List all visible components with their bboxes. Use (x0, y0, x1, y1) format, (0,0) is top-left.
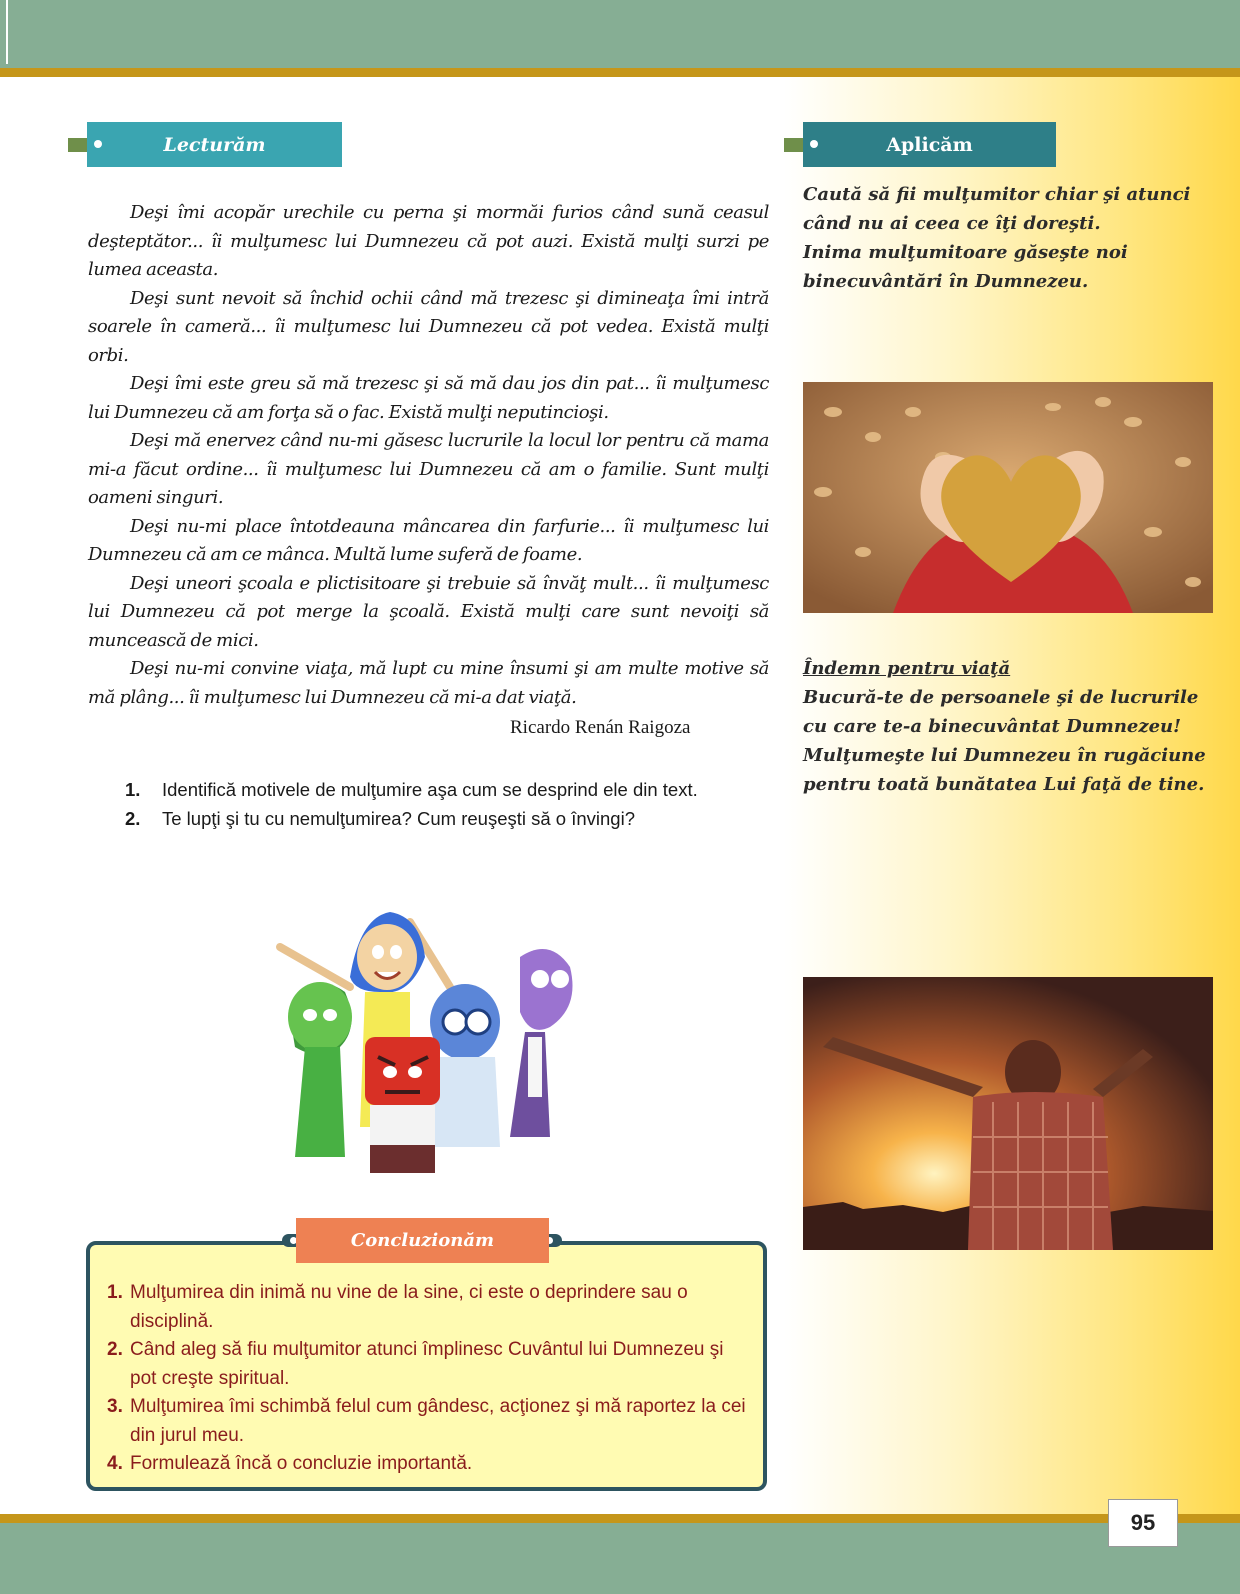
bottom-banner (0, 1523, 1240, 1594)
lectura-title-text: Lecturăm (163, 133, 266, 156)
question-number: 2. (125, 807, 141, 829)
question-text: Te lupţi şi tu cu nemulţumirea? Cum reuşeşti să o învingi? (162, 807, 635, 829)
conclusion-number: 4. (107, 1453, 123, 1474)
indemn-section (803, 654, 1223, 799)
indemn-text: Bucură-te de persoanele şi de lucrurile cu care te-a binecuvântat Dumnezeu! Mulţumeşte lui Dumnezeu în rugăciune pentru toată bunătatea Lui faţă de tine. (803, 687, 1206, 795)
conclusion-text: Când aleg să fiu mulţumitor atunci împlinesc Cuvântul lui Dumnezeu şi pot creşte spiritual. (130, 1339, 724, 1389)
lectura-tab-dot (94, 140, 102, 148)
conclusion-text: Formulează încă o concluzie importantă. (130, 1453, 473, 1474)
bottom-gold-stripe (0, 1514, 1240, 1523)
page-number: 95 (1108, 1499, 1178, 1547)
top-banner-accent-line (6, 0, 8, 64)
aplicam-section-title (803, 122, 1056, 167)
reading-author: Ricardo Renán Raigoza (510, 717, 691, 738)
question-text: Identifică motivele de mulţumire aşa cum se desprind ele din text. (162, 779, 698, 800)
lectura-section-title (87, 122, 342, 167)
conclusion-item (107, 1279, 747, 1336)
aplicam-tab-dot (810, 140, 818, 148)
heart-leaves-photo (803, 382, 1213, 613)
reading-paragraph: Deşi îmi acopăr urechile cu perna şi mormăi furios când sună ceasul deşteptător... îi mulţumesc lui Dumnezeu că pot auzi. Există mulţi surzi pe lumea aceasta. (88, 202, 769, 280)
conclusion-number: 1. (107, 1282, 123, 1303)
concluzionam-section-title (296, 1218, 549, 1263)
conclusion-text: Mulţumirea din inimă nu vine de la sine, ci este o deprindere sau o disciplină. (130, 1282, 688, 1332)
red-character (365, 1037, 440, 1173)
reading-paragraph: Deşi uneori şcoala e plictisitoare şi trebuie să învăţ mult... îi mulţumesc lui Dumnezeu că pot merge la şcoală. Există mulţi care sunt nevoiţi să muncească de mici. (88, 572, 769, 651)
conclusion-item (107, 1450, 747, 1479)
question-item (125, 776, 765, 805)
reading-paragraph: Deşi sunt nevoit să închid ochii când mă trezesc şi dimineaţa îmi intră soarele în cameră... îi mulţumesc lui Dumnezeu că pot vedea. Există mulţi orbi. (88, 287, 769, 366)
green-character (288, 982, 352, 1157)
aplicam-line: Inima mulţumitoare găseşte noi binecuvântări în Dumnezeu. (803, 242, 1128, 292)
question-number: 1. (125, 779, 141, 800)
reading-paragraph: Deşi nu-mi place întotdeauna mâncarea din farfurie... îi mulţumesc lui Dumnezeu că am ce mânca. Multă lume suferă de foame. (88, 515, 769, 565)
reading-paragraph: Deşi mă enervez când nu-mi găsesc lucrurile la locul lor pentru că mama mi-a făcut ordine... îi mulţumesc lui Dumnezeu că am o familie. Sunt mulţi oameni singuri. (88, 430, 769, 508)
purple-character (510, 949, 573, 1137)
sunset-man-photo (803, 977, 1213, 1250)
reading-paragraph: Deşi îmi este greu să mă trezesc şi să mă dau jos din pat... îi mulţumesc lui Dumnezeu că am forţa să o fac. Există mulţi neputincioşi. (88, 373, 769, 423)
top-banner (0, 0, 1240, 68)
conclusion-text: Mulţumirea îmi schimbă felul cum gândesc, acţionez şi mă raportez la cei din jurul meu. (130, 1396, 746, 1446)
indemn-title: Îndemn pentru viaţă (803, 658, 1011, 679)
conclusion-number: 2. (107, 1339, 123, 1360)
question-item (125, 805, 765, 834)
reading-text (88, 199, 769, 712)
top-gold-stripe (0, 68, 1240, 77)
conclusions-list (107, 1279, 747, 1479)
conclusion-number: 3. (107, 1396, 123, 1417)
cartoon-characters-illustration (250, 897, 600, 1179)
aplicam-text (803, 180, 1223, 296)
conclusion-item (107, 1336, 747, 1393)
blue-character (430, 984, 500, 1147)
aplicam-line: Caută să fii mulţumitor chiar şi atunci când nu ai ceea ce îţi doreşti. (803, 184, 1191, 234)
questions-list (125, 776, 765, 833)
aplicam-title-text: Aplicăm (886, 133, 973, 156)
reading-paragraph: Deşi nu-mi convine viaţa, mă lupt cu mine însumi şi am multe motive să mă plâng... îi mulţumesc lui Dumnezeu că mi-a dat viaţă. (88, 658, 769, 708)
concluzionam-title-text: Concluzionăm (350, 1230, 495, 1251)
conclusion-item (107, 1393, 747, 1450)
